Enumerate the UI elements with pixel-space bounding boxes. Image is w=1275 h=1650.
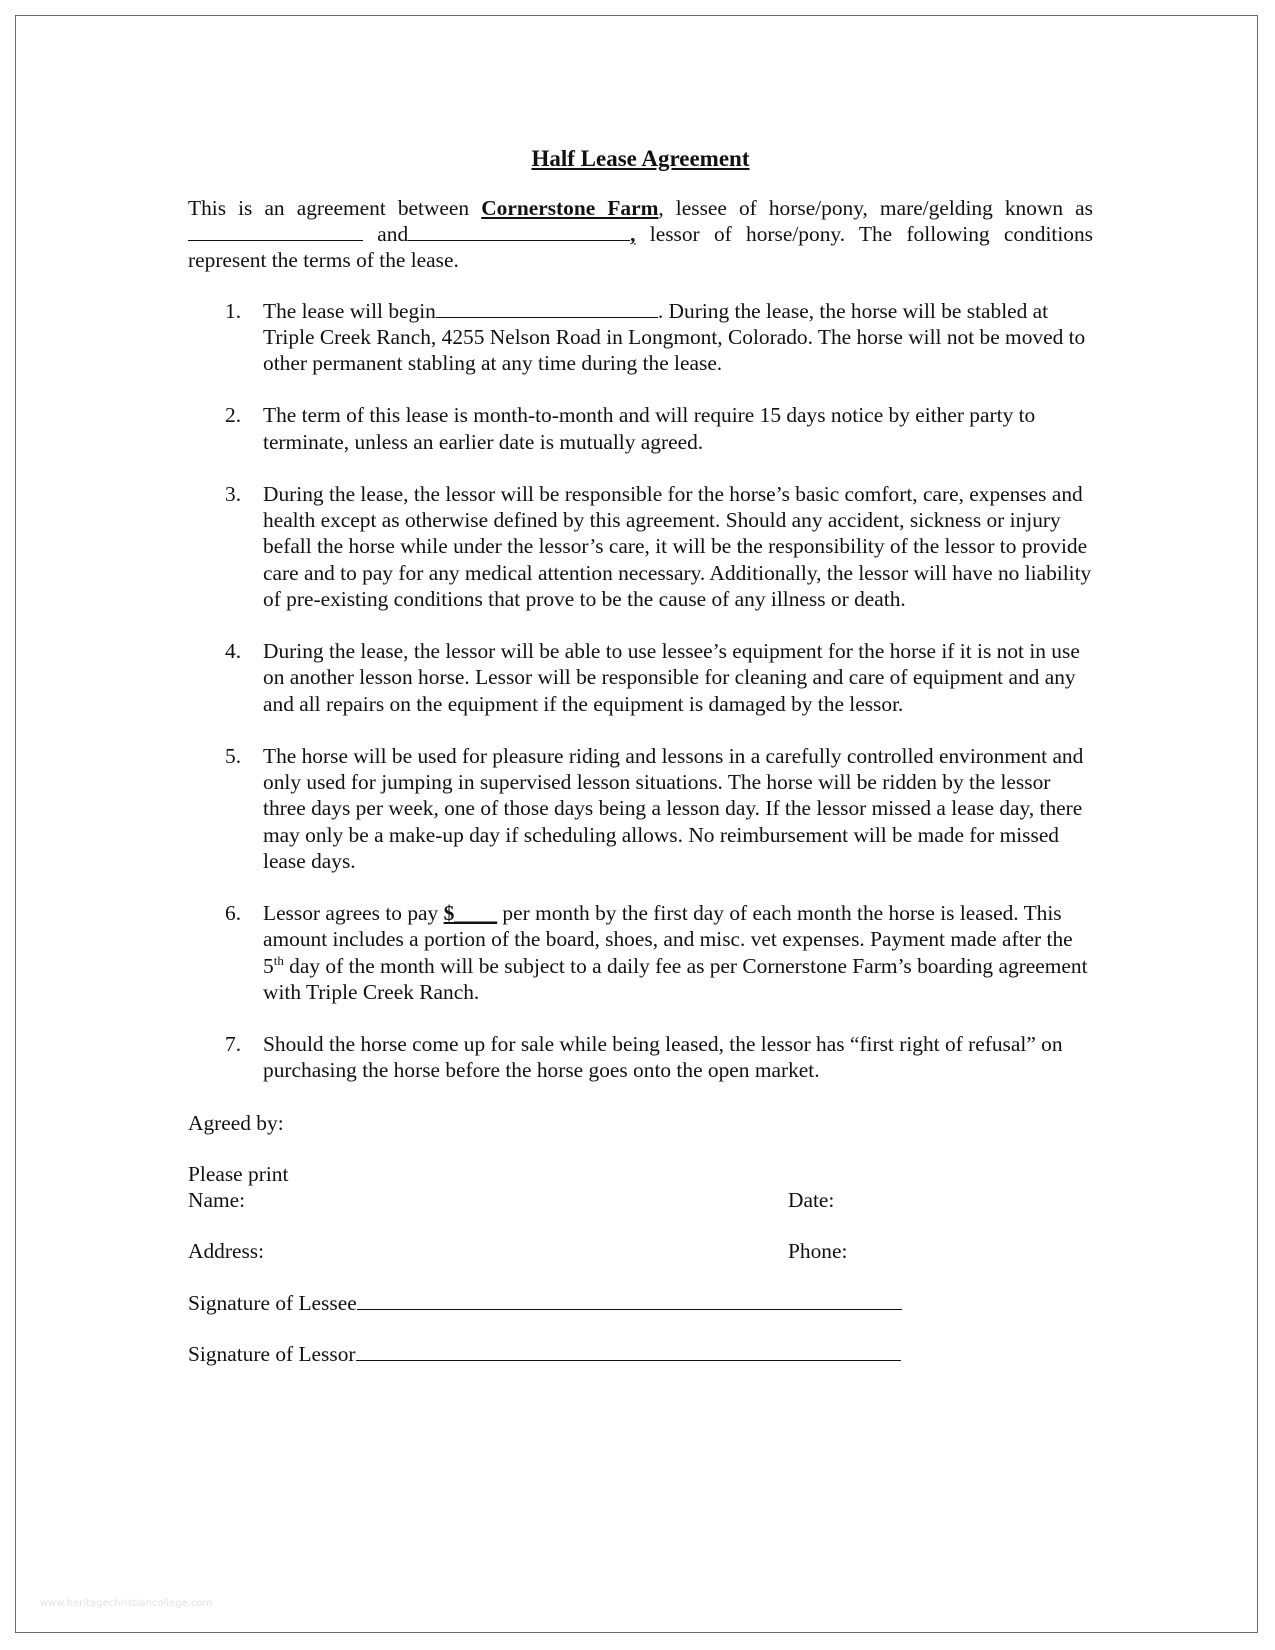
lessor-name-blank (408, 222, 630, 241)
name-label: Name: (188, 1188, 246, 1213)
intro-and: and (363, 222, 409, 247)
lessee-signature-label: Signature of Lessee (188, 1290, 357, 1315)
intro-text-2: , lessee of horse/pony, mare/gelding known as (658, 196, 1093, 220)
address-phone-row (188, 1238, 1093, 1264)
intro-text-1: This is an agreement between (188, 196, 482, 220)
term-text: The lease will begin (263, 298, 436, 323)
start-date-blank (436, 299, 658, 318)
intro-comma: , (630, 222, 636, 247)
term-text: During the lease, the lessor will be able to use lessee’s equipment for the horse if it is not in use on another lesson horse. Lessor will be responsible for cleaning and care of equipment and any and all repairs on the equipment if the equipment is damaged by the lessor. (263, 639, 1080, 716)
terms-list (188, 298, 1093, 1084)
term-number: 6. (225, 901, 242, 926)
farm-name: Cornerstone Farm (481, 196, 659, 220)
horse-name-blank (188, 222, 363, 241)
date-label: Date: (788, 1188, 835, 1213)
term-number: 7. (225, 1032, 242, 1057)
term-text: The term of this lease is month-to-month and will require 15 days notice by either party to terminate, unless an earlier date is mutually agreed. (263, 403, 1036, 454)
term-item-1 (188, 298, 1093, 377)
term-item-5 (188, 743, 1093, 874)
lessee-signature-row (188, 1290, 1093, 1316)
please-print-label: Please print (188, 1161, 289, 1186)
lessor-signature-row (188, 1341, 1093, 1367)
term-item-3 (188, 481, 1093, 612)
term-item-6 (188, 900, 1093, 1005)
term-number: 3. (225, 482, 242, 506)
lease-document (188, 145, 1093, 1367)
phone-label: Phone: (788, 1239, 848, 1264)
please-print-row (188, 1161, 1093, 1187)
intro-text-3: lessor of horse/pony. The following conditions represent the terms of the lease. (188, 222, 1094, 273)
ordinal-suffix: th (273, 952, 284, 968)
term-text: During the lease, the lessor will be responsible for the horse’s basic comfort, care, expenses and health except as otherwise defined by this agreement. Should any accident, sickness or injury befall the horse while under the lessor’s care, it will be the responsibility of the lessor to provide care and to pay for any medical attention necessary. Additionally, the lessor will have no liability of pre-existing conditions that prove to be the cause of any illness or death. (263, 482, 1092, 611)
term-number: 5. (225, 744, 242, 768)
agreed-by-row (188, 1110, 1093, 1136)
term-text: per month by the first day of each month the horse is leased. This amount includes a portion of the board, shoes, and misc. vet expenses. Payment made after the 5 (263, 901, 1073, 978)
lessor-signature-line (356, 1342, 901, 1361)
term-number: 1. (225, 298, 242, 323)
signature-section (188, 1110, 1093, 1367)
term-item-7 (188, 1031, 1093, 1083)
name-date-row (188, 1187, 1093, 1213)
term-item-4 (188, 638, 1093, 717)
lessee-signature-line (357, 1291, 902, 1310)
watermark-text: www.heritagechristiancollege.com (40, 1598, 213, 1609)
agreed-by-label: Agreed by: (188, 1110, 284, 1135)
term-text: Lessor agrees to pay (263, 901, 444, 926)
term-text: day of the month will be subject to a daily fee as per Cornerstone Farm’s boarding agreement with Triple Creek Ranch. (263, 953, 1088, 1004)
term-text: Should the horse come up for sale while being leased, the lessor has “first right of refusal” on purchasing the horse before the horse goes onto the open market. (263, 1032, 1063, 1083)
intro-paragraph (188, 195, 1093, 274)
term-number: 2. (225, 403, 242, 428)
payment-amount-blank: $____ (443, 901, 498, 926)
term-number: 4. (225, 639, 242, 664)
term-text: . During the lease, the horse will be stabled at Triple Creek Ranch, 4255 Nelson Road in Longmont, Colorado. The horse will not be moved to other permanent stabling at any time during the lease. (263, 298, 1086, 376)
term-text: The horse will be used for pleasure riding and lessons in a carefully controlled environment and only used for jumping in supervised lesson situations. The horse will be ridden by the lessor three days per week, one of those days being a lesson day. If the lessor missed a lease day, there may only be a make-up day if scheduling allows. No reimbursement will be made for missed lease days. (263, 744, 1084, 873)
lessor-signature-label: Signature of Lessor (188, 1341, 356, 1366)
document-title: Half Lease Agreement (531, 146, 750, 171)
address-label: Address: (188, 1239, 265, 1264)
term-item-2 (188, 402, 1093, 454)
